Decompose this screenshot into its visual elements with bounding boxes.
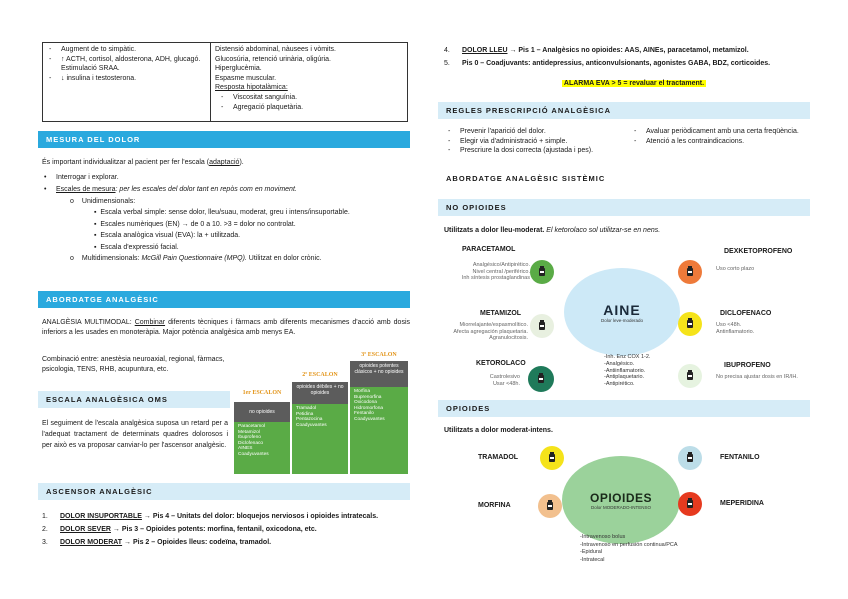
drug-diclofenaco-desc: [716, 322, 754, 335]
regles-right: [632, 127, 808, 146]
unidimensional-list: [70, 208, 410, 252]
desc-line: Inh síntesis prostaglandinas: [461, 275, 530, 281]
table-right-item: Espasme muscular.: [215, 74, 277, 82]
mesura-content: [42, 158, 410, 264]
scale-item: ▪ Escala analògica visual (EVA): la + utilitzada.: [94, 232, 241, 239]
table-left-item: - Augment de to simpàtic.: [47, 45, 206, 55]
drug-diclofenaco: DICLOFENACO: [720, 310, 772, 317]
regles-left: [446, 127, 626, 156]
ascensor-level: DOLOR INSUPORTABLE: [60, 513, 142, 520]
aine-list: [604, 354, 650, 388]
ascensor-list-left: [42, 510, 412, 549]
step1-title: 1er ESCALON: [242, 390, 282, 396]
table-left-item: - ↓ insulina i testosterona.: [47, 74, 206, 84]
step3-drug: Morfina: [354, 389, 370, 394]
opioides-diagram: [438, 438, 810, 582]
step1-drug: Ibuprofeno: [238, 435, 261, 441]
abordatge-p1: [42, 318, 410, 337]
morfina-pill-icon: [538, 494, 562, 518]
dexketoprofeno-pill-icon: [678, 260, 702, 284]
alarm-line: [444, 79, 824, 89]
oms-ladder: [232, 352, 410, 474]
mesura-bullet-underline: Escales de mesura: [56, 186, 116, 193]
step3-drug: Oxicodona: [354, 400, 377, 406]
aine-list-item: -Inh. Enz COX 1-2.: [604, 354, 651, 360]
drug-paracetamol: PARACETAMOL: [462, 246, 516, 253]
step1-dark: no opioides: [234, 402, 290, 422]
ketorolaco-pill-icon: [528, 366, 554, 392]
desc-line: Agranulocitosis.: [489, 335, 528, 341]
scale-item-text: Escala verbal simple: sense dolor, lleu/suau, moderat, greu i intens/insuportable.: [100, 209, 350, 216]
ascensor-level: DOLOR LLEU: [462, 47, 508, 54]
abordatge-p1-u: Combinar: [134, 319, 166, 326]
regla-item: - Elegir via d'administració + simple.: [446, 137, 626, 147]
table-left-item: - ↑ ACTH, cortisol, aldosterona, ADH, glucagó. Estimulació SRAA.: [47, 55, 206, 74]
drug-metamizol: METAMIZOL: [480, 310, 522, 317]
scale-item: ▪ Escala d'expressió facial.: [94, 243, 179, 251]
table-right-item: Glucosúria, retenció urinària, oligúria.: [215, 55, 331, 63]
no-opioides-intro: [444, 226, 814, 236]
ascensor-rest: → Pis 3 – Opioides potents: morfina, fentanil, oxicodona, etc.: [110, 526, 317, 533]
step1-drug: AINES: [238, 446, 253, 452]
desc-line: Usar <48h.: [492, 380, 520, 387]
step2-drug: Tramadol: [296, 406, 317, 411]
section-header-regles: REGLES PRESCRIPCIÓ ANALGÈSICA: [438, 102, 810, 119]
step1-box: [234, 402, 290, 474]
mesura-intro-text: És important individualitzar al pacient per fer l'escala (: [42, 159, 210, 166]
desc-line: Castrolesivo: [489, 374, 520, 380]
ascensor-rest: → Pis 4 – Unitats del dolor: bloquejos nerviosos i opioides intratecals.: [141, 513, 379, 520]
scale-item: ▪ Escales numèriques (EN) → de 0 a 10. >3 = dolor no controlat.: [94, 220, 296, 228]
drug-metamizol-desc: [440, 322, 528, 342]
drug-ketorolaco-desc: [440, 374, 520, 387]
section-header-mesura: MESURA DEL DOLOR: [38, 131, 410, 148]
desc-line: Afecta agregación plaquetaria.: [453, 328, 528, 335]
step3-drug: Hidromorfona: [354, 405, 384, 411]
ascensor-num: 5.: [444, 60, 450, 67]
aine-list-item: -Antiinflamatorio.: [604, 367, 646, 374]
unidimensional-label: Unidimensionals:: [81, 197, 136, 205]
paracetamol-pill-icon: [530, 260, 554, 284]
section-header-opioides: OPIOIDES: [438, 400, 810, 417]
drug-tramadol: TRAMADOL: [478, 454, 519, 461]
table-left-column: [43, 43, 211, 121]
alarm-text: ALARMA EVA > 5 = revaluar el tractament.: [563, 80, 705, 87]
drug-ketorolaco: KETOROLACO: [476, 360, 526, 367]
opioides-list-item: -Intratecal: [580, 556, 605, 563]
abordatge-p1-a: ANALGÈSIA MULTIMODAL:: [42, 319, 135, 326]
mesura-intro: [42, 158, 410, 168]
ascensor-num: 3.: [42, 539, 48, 546]
step1-drug: Diclofenaco: [238, 440, 264, 446]
section-header-abordatge: ABORDATGE ANALGÈSIC: [38, 291, 410, 308]
fentanilo-pill-icon: [678, 446, 702, 470]
symptoms-table: [42, 42, 408, 122]
abordatge-p1-b: diferents tècniques i fàrmacs amb diferents mecanismes d'acció amb dosis inferiors a les usades en monoteràpia. Major potència analgèsica amb menys EA.: [42, 319, 410, 336]
multi-italic: McGill Pain Questionnaire (MPQ).: [141, 255, 247, 262]
table-right-subtitle: Resposta hipotalàmica:: [215, 84, 288, 92]
step3-box: [350, 361, 408, 474]
drug-paracetamol-desc: [440, 262, 530, 282]
step1-drug: Metamizol: [238, 429, 260, 435]
drug-meperidina: MEPERIDINA: [720, 500, 764, 507]
aine-subtitle: Dolor leve-moderado: [600, 317, 644, 323]
aine-title: AINE: [603, 301, 641, 318]
step2-dark: opioides débiles + no opioides: [292, 382, 348, 404]
oms-text: El seguiment de l'escala analgèsica suposa un retard per a l'adequat tractament de determinats quadres dolorosos i per això es va proposar canviar-lo per l'ascensor analgèsic.: [42, 420, 228, 449]
regla-item: - Prevenir l'aparició del dolor.: [446, 127, 626, 137]
abordatge-p2: Combinació entre: anestèsia neuroaxial, regional, fàrmacs, psicologia, TENS, RHB, acupuntura, etc.: [42, 356, 225, 373]
ascensor-level: DOLOR MODERAT: [60, 539, 123, 546]
step3-drug: Fentanilo: [354, 411, 374, 417]
ascensor-list-right: [444, 44, 824, 70]
regla-item: - Atenció a les contraindicacions.: [632, 137, 808, 147]
multi-rest: Utilitzat en dolor crònic.: [246, 255, 322, 262]
mesura-bullet: [42, 185, 410, 195]
ascensor-rest: → Pis 2 – Opioides lleus: codeïna, tramadol.: [122, 539, 272, 546]
opioides-list-item: -Intravenoso bolus: [580, 534, 626, 540]
step2-drug: Pentazocina: [296, 417, 323, 423]
table-right-subitem: - Agregació plaquetària.: [219, 103, 403, 113]
no-opioides-diagram: [438, 238, 810, 396]
step3-title: 3º ESCALON: [361, 352, 397, 358]
desc-line: Miorrelajante/espasmolítico.: [459, 322, 528, 328]
section-header-ascensor: ASCENSOR ANALGÈSIC: [38, 483, 410, 500]
opioides-title: OPIOIDES: [589, 490, 652, 505]
no-opioides-intro-i: El ketorolaco sol utilitzar-se en nens.: [546, 227, 661, 234]
step2-box: [292, 382, 348, 474]
mesura-intro-end: ).: [239, 159, 244, 166]
ascensor-item: [42, 523, 412, 536]
ascensor-rest: → Pis 1 – Analgèsics no opioides: AAS, AINEs, paracetamol, metamizol.: [507, 47, 749, 54]
step1-drug: Coadyuvantes: [238, 451, 269, 457]
table-right-item: Distensió abdominal, nàusees i vòmits.: [215, 46, 337, 53]
scale-item-text: Escala analògica visual (EVA): la + utilitzada.: [100, 232, 241, 239]
multi-label: Multidimensionals:: [81, 255, 142, 262]
ibuprofeno-pill-icon: [678, 364, 702, 388]
section-header-no-opioides: NO OPIOIDES: [438, 199, 810, 216]
step3-list: [350, 387, 408, 425]
multidimensional-line: o Multidimensionals: McGill Pain Questionnaire (MPQ). Utilitzat en dolor crònic.: [70, 255, 322, 262]
section-header-oms: ESCALA ANALGÈSICA OMS: [38, 391, 230, 408]
desc-line: Uso <48h.: [716, 322, 742, 328]
metamizol-pill-icon: [530, 314, 554, 338]
opioides-list-item: -Epidural: [580, 549, 603, 555]
opioides-subtitle: Dolor MODERADO-INTENSO: [590, 504, 651, 510]
drug-dexketoprofeno: DEXKETOPROFENO: [724, 248, 793, 255]
aine-list-item: -Analgésico.: [604, 360, 635, 367]
drug-ibuprofeno: IBUPROFENO: [724, 362, 771, 369]
table-right-item: Hiperglucèmia.: [215, 65, 262, 73]
mesura-bullet: • Interrogar i explorar.: [42, 173, 410, 183]
step3-drug: Buprenorfina: [354, 394, 382, 400]
desc-line: Uso corto plazo: [716, 266, 755, 272]
drug-morfina: MORFINA: [478, 502, 511, 509]
step1-drug: Paracetamol: [238, 424, 265, 429]
step2-title: 2º ESCALON: [302, 372, 338, 378]
step3-dark: opioides potentes clásicos + no opioides: [350, 361, 408, 387]
scale-item-text: Escales numèriques (EN) → de 0 a 10. >3 = dolor no controlat.: [100, 220, 296, 228]
aine-list-item: -Antiplaquetario.: [604, 374, 645, 381]
ascensor-num: 4.: [444, 47, 450, 54]
unidimensional-title: o Unidimensionals:: [70, 197, 136, 205]
step1-list: [234, 422, 290, 460]
ascensor-num: 1.: [42, 513, 48, 520]
regla-item: - Prescriure la dosi correcta (ajustada i pes).: [446, 146, 626, 156]
opioides-list-item: -Intravenoso en perfusión continua/PCA: [580, 541, 678, 548]
desc-line: Analgésico/Antipirético.: [472, 262, 530, 268]
ascensor-num: 2.: [42, 526, 48, 533]
ascensor-item: [42, 510, 412, 523]
meperidina-pill-icon: [678, 492, 702, 516]
regla-item: - Avaluar periòdicament amb una certa freqüència.: [632, 127, 808, 137]
tramadol-pill-icon: [540, 446, 564, 470]
section-header-sistemic: ABORDATGE ANALGÈSIC SISTÈMIC: [438, 170, 810, 187]
ascensor-item: [42, 536, 412, 549]
opioides-center: [562, 456, 680, 544]
scale-item-text: Escala d'expressió facial.: [100, 243, 179, 251]
aine-list-item: -Antipirético.: [604, 381, 635, 388]
table-right-subitem: - Viscositat sanguínia.: [219, 93, 403, 103]
ascensor-item: [444, 57, 824, 70]
drug-dexketoprofeno-desc: [716, 266, 754, 273]
step2-drug: Coadyuvantes: [296, 422, 327, 428]
diclofenaco-pill-icon: [678, 312, 702, 336]
desc-line: No precisa ajustar dosis en IR/IH.: [716, 374, 798, 380]
opioides-list: [580, 534, 680, 564]
table-right-column: [211, 43, 407, 121]
opioides-intro: Utilitzats a dolor moderat-intens.: [444, 427, 553, 434]
unidimensional-group: [42, 197, 410, 264]
no-opioides-intro-a: Utilitzats a dolor lleu-moderat.: [444, 227, 547, 234]
step3-drug: Coadyuvantes: [354, 416, 385, 422]
ascensor-rest: Pis 0 – Coadjuvants: antidepressius, anticonvulsionants, agonistes GABA, BDZ, corticoides.: [462, 60, 771, 67]
aine-center: [564, 268, 680, 356]
desc-line: Nivel central /periférico.: [472, 268, 530, 275]
scale-item: ▪ Escala verbal simple: sense dolor, lleu/suau, moderat, greu i intens/insuportable.: [94, 209, 350, 216]
drug-fentanilo: FENTANILO: [720, 454, 760, 461]
drug-ibuprofeno-desc: [716, 374, 798, 381]
mesura-intro-underline: adaptació: [209, 159, 240, 166]
desc-line: Antinflamatorio.: [716, 328, 755, 335]
mesura-bullet-rest: : per les escales del dolor tant en repòs com en moviment.: [115, 186, 297, 193]
step2-drug: Petidina: [296, 411, 314, 417]
ascensor-item: [444, 44, 824, 57]
ascensor-level: DOLOR SEVER: [60, 526, 111, 533]
step2-list: [292, 404, 348, 430]
